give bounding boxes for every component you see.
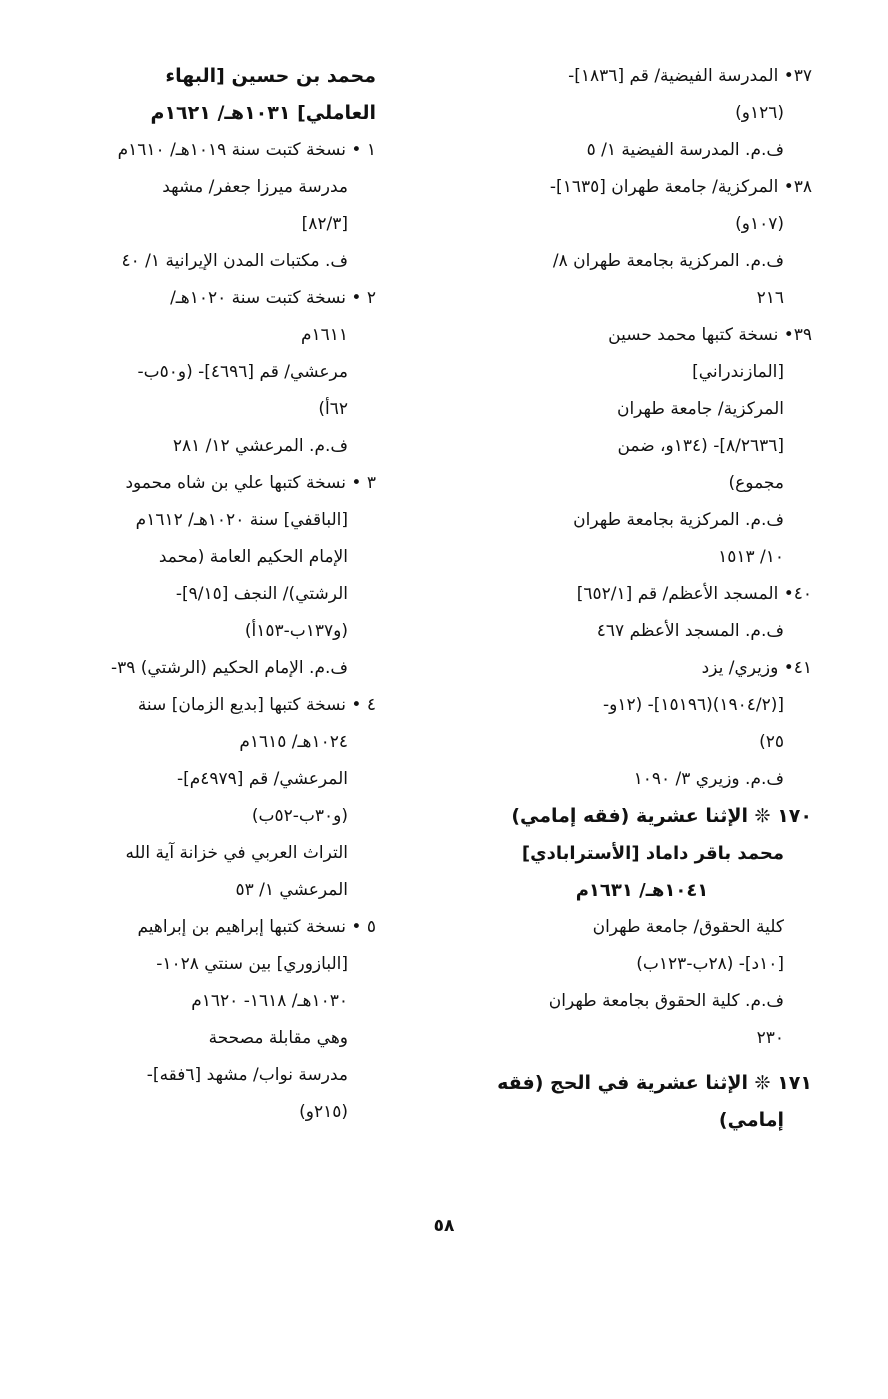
entry-171 <box>472 1065 812 1139</box>
entry-line: مدرسة ميرزا جعفر/ مشهد <box>162 177 348 197</box>
entry-line: (٢١٥و) <box>299 1102 348 1122</box>
source-ref: التراث العربي في خزانة آية الله <box>125 843 348 863</box>
author-name: محمد باقر داماد [الأسترابادي] <box>521 843 784 864</box>
entry-line: ٤٠• المسجد الأعظم/ قم [٦٥٢/١] <box>576 584 812 604</box>
page-number: ٥٨ <box>433 1216 455 1236</box>
copy-4 <box>81 687 376 909</box>
entry-line: كلية الحقوق/ جامعة طهران <box>592 917 784 937</box>
entry-line: (و٣٠ب-٥٢ب) <box>251 806 348 826</box>
entry-line: الإمام الحكيم العامة (محمد <box>158 547 348 567</box>
source-ref: ف.م. المرعشي ١٢/ ٢٨١ <box>172 436 348 456</box>
source-ref: ف. مكتبات المدن الإيرانية ١/ ٤٠ <box>121 251 348 271</box>
author-heading <box>81 58 376 132</box>
entry-line: ٣٧• المدرسة الفيضية/ قم [١٨٣٦]- <box>568 66 812 86</box>
source-ref: ٢٣٠ <box>756 1028 784 1048</box>
entry-line: ٦٢أ) <box>318 399 348 419</box>
source-ref: ١٠/ ١٥١٣ <box>718 547 784 567</box>
entry-line: المركزية/ جامعة طهران <box>616 399 784 419</box>
copy-2 <box>81 280 376 465</box>
entry-line: ١٦١١م <box>300 325 348 345</box>
entry-line: ٤١• وزيري/ يزد <box>701 658 812 678</box>
entry-line: ٣٩• نسخة كتبها محمد حسين <box>608 325 812 345</box>
source-ref: ف.م. المدرسة الفيضية ١/ ٥ <box>586 140 784 160</box>
entry-line: (١٢٦و) <box>735 103 784 123</box>
work-title: ١٧١ ❊ الإثنا عشرية في الحج (فقه <box>497 1072 812 1094</box>
entry-38 <box>472 169 812 317</box>
work-title: إمامي) <box>718 1109 784 1131</box>
entry-line: (و١٣٧ب-١٥٣أ) <box>244 621 348 641</box>
entry-line: [٨٢/٣] <box>301 214 348 234</box>
author-name: محمد بن حسين [البهاء <box>165 65 376 87</box>
right-column <box>472 58 812 1139</box>
entry-41 <box>472 650 812 798</box>
source-ref: ف.م. الإمام الحكيم (الرشتي) ٣٩- <box>110 658 348 678</box>
source-ref: ف.م. كلية الحقوق بجامعة طهران <box>548 991 784 1011</box>
entry-line: ٥ • نسخة كتبها إبراهيم بن إبراهيم <box>137 917 376 937</box>
entry-line: [٨/٢٦٣٦]- (١٣٤و، ضمن <box>617 436 784 456</box>
source-ref: المرعشي ١/ ٥٣ <box>235 880 348 900</box>
entry-line: وهي مقابلة مصححة <box>208 1028 348 1048</box>
entry-line: ١ • نسخة كتبت سنة ١٠١٩هـ/ ١٦١٠م <box>117 140 376 160</box>
entry-line: ٣٨• المركزية/ جامعة طهران [١٦٣٥]- <box>549 177 812 197</box>
source-ref: ف.م. المسجد الأعظم ٤٦٧ <box>596 621 784 641</box>
entry-40 <box>472 576 812 650</box>
entry-line: ٢٥) <box>759 732 784 752</box>
entry-170 <box>472 798 812 1057</box>
entry-line: ٤ • نسخة كتبها [بديع الزمان] سنة <box>137 695 376 715</box>
entry-line: ١٠٢٤هـ/ ١٦١٥م <box>239 732 348 752</box>
entry-37 <box>472 58 812 169</box>
entry-line: ١٠٣٠هـ/ ١٦١٨- ١٦٢٠م <box>191 991 348 1011</box>
entry-line: مرعشي/ قم [٤٦٩٦]- (و٥٠ب- <box>137 362 348 382</box>
entry-line: ٣ • نسخة كتبها علي بن شاه محمود <box>125 473 376 493</box>
copy-1 <box>81 132 376 280</box>
entry-line: (١٠٧و) <box>735 214 784 234</box>
source-ref: ف.م. المركزية بجامعة طهران ٨/ <box>552 251 784 271</box>
entry-39 <box>472 317 812 576</box>
source-ref: ٢١٦ <box>756 288 784 308</box>
entry-line: الرشتي)/ النجف [٩/١٥]- <box>175 584 348 604</box>
entry-line: ٢ • نسخة كتبت سنة ١٠٢٠هـ/ <box>170 288 376 308</box>
entry-line: مدرسة نواب/ مشهد [٦فقه]- <box>146 1065 348 1085</box>
work-title: ١٧٠ ❊ الإثنا عشرية (فقه إمامي) <box>511 805 812 827</box>
entry-line: [البازوري] بين سنتي ١٠٢٨- <box>156 954 348 974</box>
left-column <box>81 58 376 1131</box>
entry-line: [المازندراني] <box>692 362 784 382</box>
copy-3 <box>81 465 376 687</box>
author-dates: ١٠٤١هـ/ ١٦٣١م <box>575 880 709 901</box>
entry-line: [الباقفي] سنة ١٠٢٠هـ/ ١٦١٢م <box>135 510 348 530</box>
author-dates: العاملي] ١٠٣١هـ/ ١٦٢١م <box>150 102 376 124</box>
entry-line: [١٠د]- (٢٨ب-١٢٣ب) <box>636 954 784 974</box>
entry-line: المرعشي/ قم [٤٩٧٩م]- <box>176 769 348 789</box>
source-ref: ف.م. المركزية بجامعة طهران <box>573 510 784 530</box>
copy-5 <box>81 909 376 1131</box>
entry-line: مجموع) <box>728 473 784 493</box>
entry-line: [(١٩٠٤/٢)(١٥١٩٦]- (١٢و- <box>603 695 784 715</box>
source-ref: ف.م. وزيري ٣/ ١٠٩٠ <box>633 769 784 789</box>
